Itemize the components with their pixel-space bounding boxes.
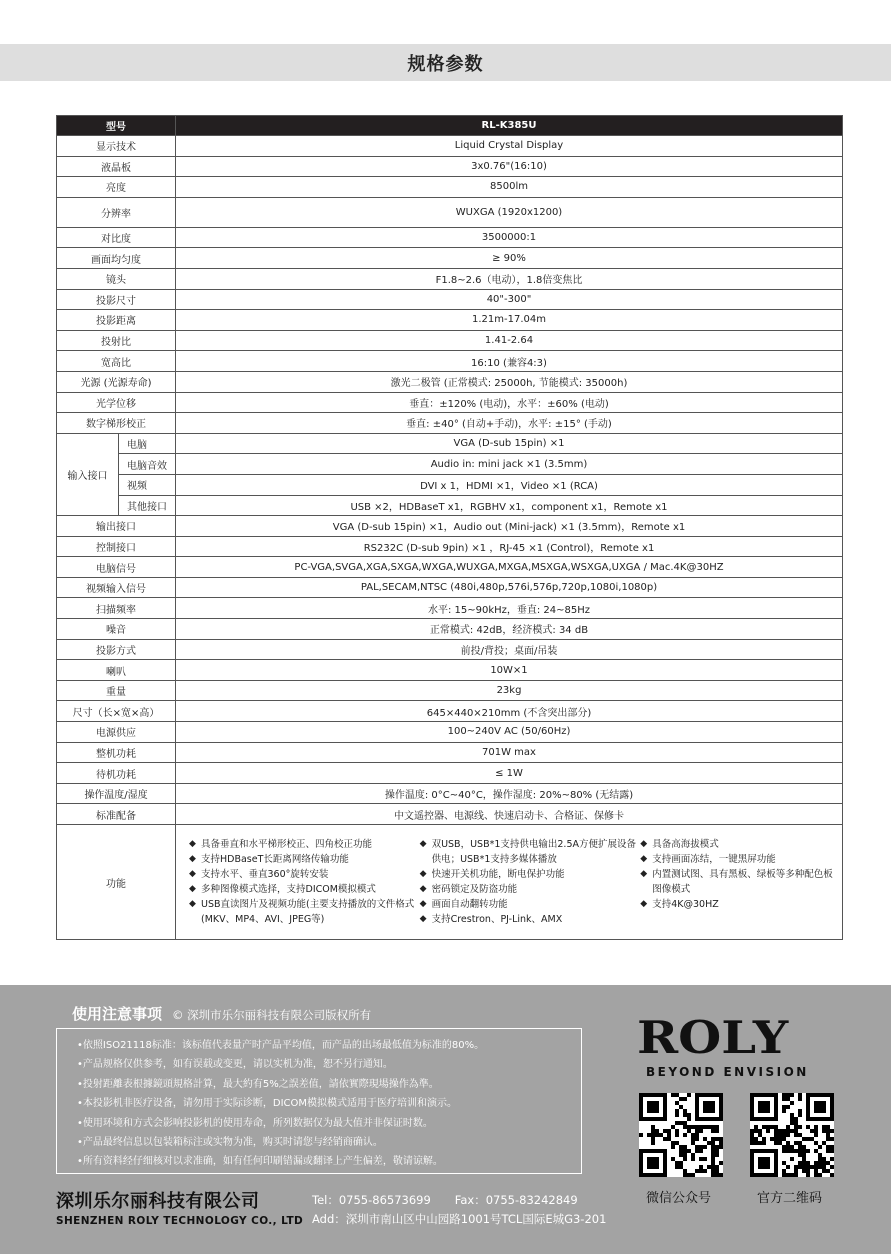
table-row (57, 474, 843, 495)
spec-value: Audio in: mini jack ×1 (3.5mm) (176, 454, 843, 475)
spec-label: 画面均匀度 (57, 248, 176, 269)
copyright: © 深圳市乐尔丽科技有限公司版权所有 (172, 1008, 372, 1022)
spec-label: 视频输入信号 (57, 577, 176, 598)
spec-value: DVI x 1，HDMI ×1，Video ×1 (RCA) (176, 474, 843, 495)
feature-item (420, 867, 641, 882)
table-row (57, 268, 843, 289)
spec-label: 投影方式 (57, 639, 176, 660)
qr-code-icon (639, 1093, 723, 1177)
feature-item (420, 897, 641, 912)
features-cell (176, 825, 843, 940)
spec-label: 显示技术 (57, 136, 176, 157)
spec-value: ≥ 90% (176, 248, 843, 269)
notice-item: •本投影机非医疗设备，请勿用于实际诊断，DICOM模拟模式适用于医疗培训和演示。 (77, 1098, 458, 1110)
feature-text: 支持画面冻结，一键黑屏功能 (652, 854, 776, 865)
model-value: RL-K385U (176, 116, 843, 136)
spec-value: 10W×1 (176, 660, 843, 681)
input-sub-label: 电脑 (119, 433, 176, 454)
feature-item (640, 852, 839, 867)
spec-value: WUXGA (1920x1200) (176, 197, 843, 227)
input-sub-label: 电脑音效 (119, 454, 176, 475)
feature-text: 密码锁定及防盗功能 (431, 884, 518, 895)
table-row (57, 536, 843, 557)
table-row (57, 660, 843, 681)
table-row (57, 413, 843, 434)
feature-text: 支持Crestron、PJ-Link、AMX (431, 914, 563, 925)
diamond-bullet-icon: ◆ (419, 839, 427, 849)
spec-label: 噪音 (57, 619, 176, 640)
spec-label: 待机功耗 (57, 763, 176, 784)
table-header-row (57, 116, 843, 136)
spec-label: 电脑信号 (57, 557, 176, 578)
feature-item (420, 837, 641, 867)
page-title: 规格参数 (407, 53, 484, 75)
input-group-label: 输入接口 (57, 433, 119, 515)
spec-label: 对比度 (57, 227, 176, 248)
spec-label: 光学位移 (57, 392, 176, 413)
table-row (57, 248, 843, 269)
table-row (57, 680, 843, 701)
feature-item (189, 837, 420, 852)
notice-box (56, 1028, 582, 1174)
wechat-qr-caption: 微信公众号 (646, 1191, 712, 1206)
spec-value: 中文遥控器、电源线、快速启动卡、合格证、保修卡 (176, 804, 843, 825)
table-row (57, 289, 843, 310)
table-row (57, 742, 843, 763)
spec-value: VGA (D-sub 15pin) ×1 (176, 433, 843, 454)
spec-value: 1.41-2.64 (176, 330, 843, 351)
spec-value: 40"-300" (176, 289, 843, 310)
notice-item: •使用环境和方式会影响投影机的使用寿命，所列数据仅为最大值并非保证时数。 (77, 1117, 433, 1129)
spec-label: 操作温度/湿度 (57, 783, 176, 804)
table-row (57, 330, 843, 351)
spec-label: 重量 (57, 680, 176, 701)
feature-text: 画面自动翻转功能 (431, 899, 508, 910)
spec-label: 投影距离 (57, 310, 176, 331)
table-row (57, 804, 843, 825)
diamond-bullet-icon: ◆ (189, 869, 196, 879)
diamond-bullet-icon: ◆ (189, 899, 196, 909)
table-row (57, 701, 843, 722)
spec-value: ≤ 1W (176, 763, 843, 784)
table-row (57, 516, 843, 537)
feature-column (420, 837, 641, 927)
spec-value: PC-VGA,SVGA,XGA,SXGA,WXGA,WUXGA,MXGA,MSXGA,WSXGA,UXGA / Mac.4K@30HZ (176, 557, 843, 578)
table-row (57, 136, 843, 157)
spec-value: PAL,SECAM,NTSC (480i,480p,576i,576p,720p,1080i,1080p) (176, 577, 843, 598)
diamond-bullet-icon: ◆ (419, 899, 427, 909)
spec-label: 液晶板 (57, 156, 176, 177)
table-row (57, 639, 843, 660)
diamond-bullet-icon: ◆ (189, 884, 196, 894)
table-row (57, 310, 843, 331)
spec-label: 控制接口 (57, 536, 176, 557)
company-info (56, 1187, 303, 1227)
official-qr-code (750, 1093, 834, 1177)
table-row (57, 371, 843, 392)
qr-code-icon (750, 1093, 834, 1177)
spec-label: 扫描频率 (57, 598, 176, 619)
notice-item: •投射距離表根據鏡頭規格計算，最大約有5%之誤差值，請依實際現場操作為準。 (77, 1078, 439, 1090)
notice-item: •依照ISO21118标准：该标值代表量产时产品平均值，而产品的出场最低值为标准的80%。 (77, 1040, 485, 1051)
feature-item (189, 897, 420, 927)
diamond-bullet-icon: ◆ (640, 854, 648, 864)
spec-label: 分辨率 (57, 197, 176, 227)
table-row (57, 783, 843, 804)
table-row (57, 598, 843, 619)
feature-item (189, 867, 420, 882)
company-name-cn: 深圳乐尔丽科技有限公司 (56, 1191, 260, 1212)
feature-item (640, 837, 839, 852)
table-row (57, 495, 843, 516)
roly-logo: ROLY (637, 1011, 789, 1064)
title-bar (0, 44, 891, 81)
spec-value: 前投/背投；桌面/吊装 (176, 639, 843, 660)
spec-label: 宽高比 (57, 351, 176, 372)
feature-text: 具备垂直和水平梯形校正、四角校正功能 (201, 839, 373, 850)
diamond-bullet-icon: ◆ (640, 839, 648, 849)
spec-label: 尺寸（长×宽×高） (57, 701, 176, 722)
table-row (57, 619, 843, 640)
official-qr-caption: 官方二维码 (757, 1191, 823, 1206)
spec-value: 垂直: ±40° (自动+手动)，水平: ±15° (手动) (176, 413, 843, 434)
spec-label: 数字梯形校正 (57, 413, 176, 434)
spec-value: 激光二极管 (正常模式: 25000h, 节能模式: 35000h) (176, 371, 843, 392)
spec-label: 输出接口 (57, 516, 176, 537)
spec-label: 喇叭 (57, 660, 176, 681)
feature-text: 支持水平、垂直360°旋转安装 (201, 869, 329, 880)
feature-item (189, 852, 420, 867)
spec-value: 701W max (176, 742, 843, 763)
spec-value: 23kg (176, 680, 843, 701)
spec-label: 光源 (光源寿命) (57, 371, 176, 392)
feature-text: 支持4K@30HZ (652, 899, 719, 910)
input-sub-label: 其他接口 (119, 495, 176, 516)
spec-label: 亮度 (57, 177, 176, 198)
feature-item (420, 912, 641, 927)
notice-item: •所有资料经仔细核对以求准确，如有任何印刷错漏或翻译上产生偏差，敬请谅解。 (77, 1156, 443, 1168)
contact-info (312, 1191, 606, 1229)
feature-item (189, 882, 420, 897)
brand-tagline: BEYOND ENVISION (646, 1065, 809, 1079)
feature-column (640, 837, 839, 927)
feature-item (640, 867, 839, 897)
feature-item (420, 882, 641, 897)
spec-label: 投影尺寸 (57, 289, 176, 310)
spec-value: 100~240V AC (50/60Hz) (176, 722, 843, 743)
notice-item: •产品规格仅供参考，如有误载或变更，请以实机为准，恕不另行通知。 (77, 1059, 393, 1071)
spec-value: 正常模式: 42dB，经济模式: 34 dB (176, 619, 843, 640)
spec-value: 1.21m-17.04m (176, 310, 843, 331)
diamond-bullet-icon: ◆ (640, 869, 648, 879)
diamond-bullet-icon: ◆ (189, 854, 196, 864)
feature-column (189, 837, 420, 927)
feature-text: 具备高海拔模式 (652, 839, 719, 850)
spec-label: 标准配备 (57, 804, 176, 825)
spec-value: 水平: 15~90kHz，垂直: 24~85Hz (176, 598, 843, 619)
table-row (57, 433, 843, 454)
spec-value: USB ×2，HDBaseT x1，RGBHV x1，component x1，Remote x1 (176, 495, 843, 516)
spec-value: 垂直：±120% (电动)，水平：±60% (电动) (176, 392, 843, 413)
company-name-en: SHENZHEN ROLY TECHNOLOGY CO., LTD (56, 1215, 304, 1227)
spec-value: F1.8~2.6（电动），1.8倍变焦比 (176, 268, 843, 289)
spec-label: 投射比 (57, 330, 176, 351)
notice-header (72, 1003, 371, 1024)
feature-text: 内置测试图、具有黑板、绿板等多种配色板图像模式 (652, 869, 833, 895)
feature-item (640, 897, 839, 912)
table-row (57, 577, 843, 598)
diamond-bullet-icon: ◆ (640, 899, 648, 909)
spec-table (56, 115, 843, 940)
table-row (57, 392, 843, 413)
spec-value: 16:10 (兼容4:3) (176, 351, 843, 372)
feature-text: 支持HDBaseT长距离网络传输功能 (201, 854, 349, 865)
table-row (57, 454, 843, 475)
table-row (57, 177, 843, 198)
feature-text: USB直读图片及视频功能(主要支持播放的文件格式(MKV、MP4、AVI、JPEG等) (201, 899, 415, 925)
spec-value: Liquid Crystal Display (176, 136, 843, 157)
features-row (57, 825, 843, 940)
address: Add：深圳市南山区中山园路1001号TCL国际E城G3-201 (312, 1212, 607, 1226)
table-row (57, 722, 843, 743)
model-label: 型号 (57, 116, 176, 136)
diamond-bullet-icon: ◆ (189, 839, 196, 849)
table-row (57, 557, 843, 578)
notice-item: •产品最终信息以包装箱标注或实物为准，购买时请您与经销商确认。 (77, 1137, 383, 1149)
table-row (57, 351, 843, 372)
footer (0, 985, 891, 1254)
table-row (57, 227, 843, 248)
feature-text: 多种图像模式选择，支持DICOM模拟模式 (201, 884, 376, 895)
diamond-bullet-icon: ◆ (419, 884, 427, 894)
fax: Fax：0755-83242849 (454, 1193, 578, 1207)
spec-value: 645×440×210mm (不含突出部分) (176, 701, 843, 722)
wechat-qr-code (639, 1093, 723, 1177)
spec-value: 3500000:1 (176, 227, 843, 248)
tel: Tel：0755-86573699 (312, 1193, 431, 1207)
feature-text: 快速开关机功能，断电保护功能 (431, 869, 565, 880)
spec-label: 整机功耗 (57, 742, 176, 763)
table-row (57, 197, 843, 227)
input-sub-label: 视频 (119, 474, 176, 495)
feature-text: 双USB，USB*1支持供电输出2.5A方便扩展设备供电；USB*1支持多媒体播放 (431, 839, 636, 865)
table-row (57, 763, 843, 784)
spec-value: 8500lm (176, 177, 843, 198)
spec-value: VGA (D-sub 15pin) ×1，Audio out (Mini-jack) ×1 (3.5mm)，Remote x1 (176, 516, 843, 537)
spec-value: RS232C (D-sub 9pin) ×1 ，RJ-45 ×1 (Control)，Remote x1 (176, 536, 843, 557)
spec-label: 镜头 (57, 268, 176, 289)
spec-value: 操作温度: 0°C~40°C，操作湿度: 20%~80% (无结露) (176, 783, 843, 804)
features-label: 功能 (57, 825, 176, 940)
spec-value: 3x0.76"(16:10) (176, 156, 843, 177)
spec-label: 电源供应 (57, 722, 176, 743)
diamond-bullet-icon: ◆ (419, 914, 427, 924)
table-row (57, 156, 843, 177)
notice-title: 使用注意事项 (72, 1005, 163, 1023)
diamond-bullet-icon: ◆ (419, 869, 427, 879)
